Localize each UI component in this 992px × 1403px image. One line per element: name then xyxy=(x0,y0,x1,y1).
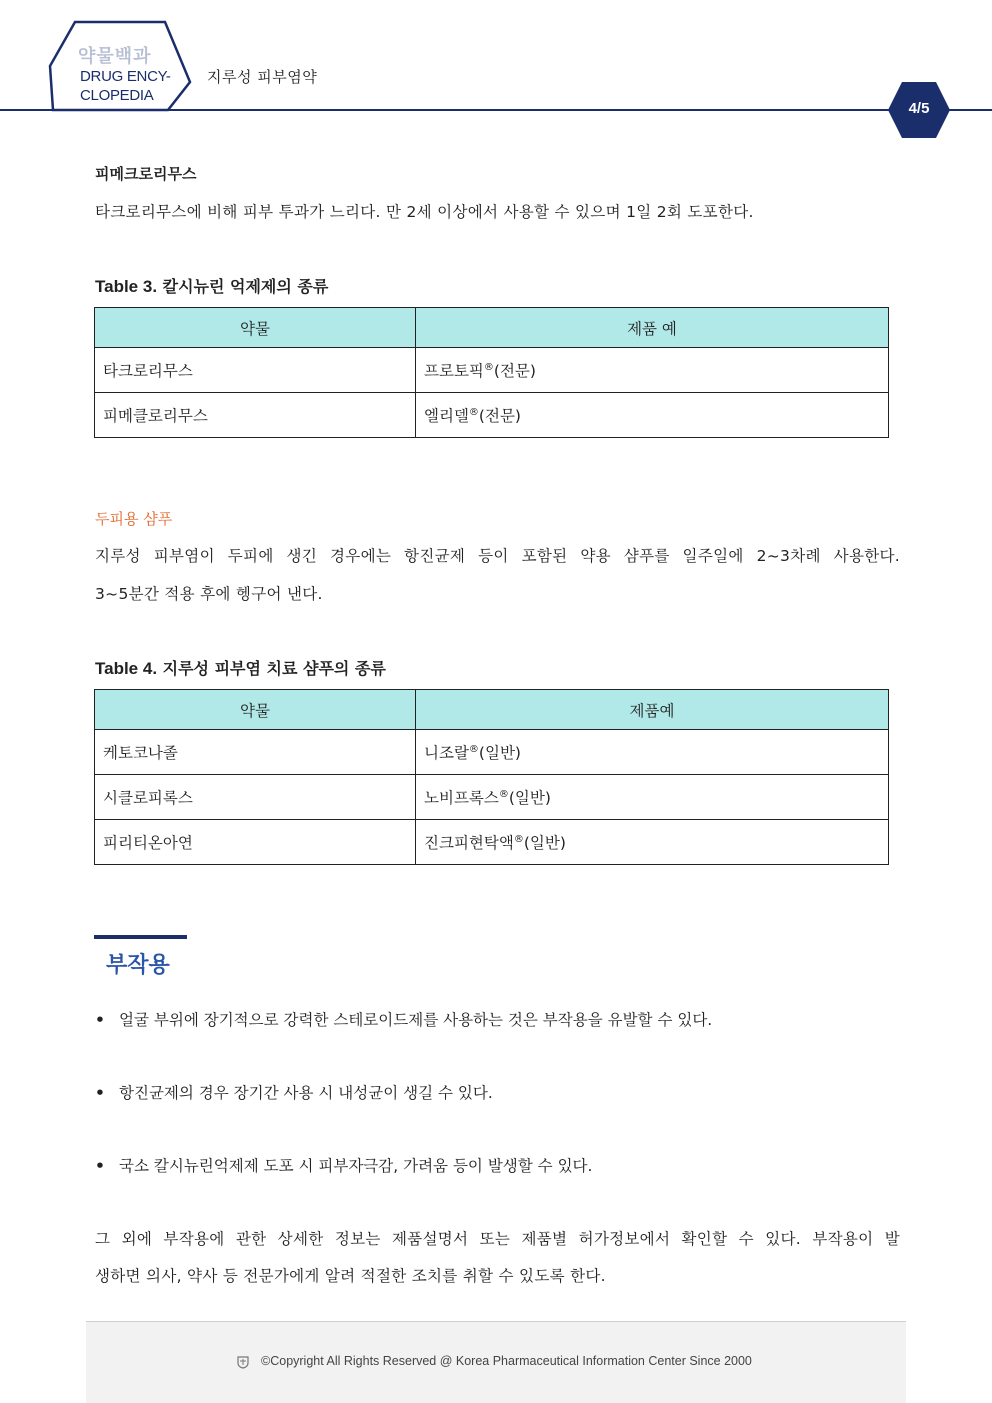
bullet-icon: • xyxy=(95,1084,105,1102)
logo-english-text xyxy=(80,67,171,105)
table-row xyxy=(95,393,889,438)
side-effects-title: 부작용 xyxy=(106,953,170,978)
table-header-cell: 제품예 xyxy=(416,690,889,730)
product-name: 진크피현탁액 xyxy=(424,834,514,852)
product-name: 프로토픽 xyxy=(424,362,484,380)
table4-caption-title: 지루성 피부염 치료 샴푸의 종류 xyxy=(162,659,386,678)
list-item xyxy=(95,1081,493,1103)
product-note: (일반) xyxy=(523,834,566,852)
product-note: (전문) xyxy=(493,362,536,380)
logo-english-line1: DRUG ENCY- xyxy=(80,68,171,85)
table-header-cell: 제품 예 xyxy=(416,308,889,348)
table-header-cell: 약물 xyxy=(95,690,416,730)
table3-caption xyxy=(95,274,328,297)
table-header-row xyxy=(95,308,889,348)
page-number: 4/5 xyxy=(908,100,930,117)
table4 xyxy=(94,689,889,865)
document-title: 지루성 피부염약 xyxy=(207,68,318,86)
table-row xyxy=(95,348,889,393)
table3 xyxy=(94,307,889,438)
product-name: 엘리델 xyxy=(424,407,469,425)
bullet-text: 항진균제의 경우 장기간 사용 시 내성균이 생길 수 있다. xyxy=(119,1084,493,1102)
section-accent-bar xyxy=(94,935,187,939)
product-cell xyxy=(416,730,889,775)
table-row xyxy=(95,775,889,820)
product-cell xyxy=(416,348,889,393)
logo-english-line2: CLOPEDIA xyxy=(80,87,154,104)
registered-mark: ® xyxy=(513,833,524,845)
bullet-text: 국소 칼시뉴린억제제 도포 시 피부자극감, 가려움 등이 발생할 수 있다. xyxy=(119,1157,593,1175)
drug-cell: 피리티온아연 xyxy=(95,820,416,865)
registered-mark: ® xyxy=(498,788,509,800)
product-note: (일반) xyxy=(508,789,551,807)
drug-cell: 시클로피록스 xyxy=(95,775,416,820)
table4-caption-prefix: Table 4. xyxy=(95,659,158,678)
table4-caption xyxy=(95,656,386,679)
logo-korean-text: 약물백과 xyxy=(78,46,152,67)
side-effects-closing-line1: 그 외에 부작용에 관한 상세한 정보는 제품설명서 또는 제품별 허가정보에서 확인할 수 있다. 부작용이 발 xyxy=(95,1230,900,1248)
table-header-row xyxy=(95,690,889,730)
product-name: 니조랄 xyxy=(424,744,469,762)
table3-caption-prefix: Table 3. xyxy=(95,277,158,296)
table-header-cell: 약물 xyxy=(95,308,416,348)
registered-mark: ® xyxy=(468,743,479,755)
product-cell xyxy=(416,820,889,865)
header-divider xyxy=(0,109,992,111)
product-note: (전문) xyxy=(478,407,521,425)
list-item xyxy=(95,1154,592,1176)
registered-mark: ® xyxy=(468,406,479,418)
drug-cell: 타크로리무스 xyxy=(95,348,416,393)
pimecrolimus-text: 타크로리무스에 비해 피부 투과가 느리다. 만 2세 이상에서 사용할 수 있으며 1일 2회 도포한다. xyxy=(95,203,754,221)
table-row xyxy=(95,820,889,865)
table3-caption-title: 칼시뉴린 억제제의 종류 xyxy=(162,277,329,296)
side-effects-closing-line2: 생하면 의사, 약사 등 전문가에게 알려 적절한 조치를 취할 수 있도록 한다. xyxy=(95,1267,606,1285)
shampoo-text-line1: 지루성 피부염이 두피에 생긴 경우에는 항진균제 등이 포함된 약용 샴푸를 일주일에 2~3차례 사용한다. xyxy=(95,547,900,565)
kpic-emblem-icon xyxy=(236,1355,250,1369)
shampoo-heading: 두피용 샴푸 xyxy=(95,510,173,528)
bullet-icon: • xyxy=(95,1157,105,1175)
bullet-text: 얼굴 부위에 장기적으로 강력한 스테로이드제를 사용하는 것은 부작용을 유발할 수 있다. xyxy=(119,1011,713,1029)
pimecrolimus-heading: 피메크로리무스 xyxy=(95,165,197,183)
drug-cell: 케토코나졸 xyxy=(95,730,416,775)
bullet-icon: • xyxy=(95,1011,105,1029)
list-item xyxy=(95,1008,712,1030)
shampoo-text-line2: 3~5분간 적용 후에 헹구어 낸다. xyxy=(95,585,323,603)
product-cell xyxy=(416,775,889,820)
product-cell xyxy=(416,393,889,438)
table-row xyxy=(95,730,889,775)
product-note: (일반) xyxy=(478,744,521,762)
copyright-text: ©Copyright All Rights Reserved @ Korea Pharmaceutical Information Center Since 2000 xyxy=(261,1354,752,1368)
registered-mark: ® xyxy=(483,361,494,373)
product-name: 노비프록스 xyxy=(424,789,499,807)
drug-cell: 피메클로리무스 xyxy=(95,393,416,438)
